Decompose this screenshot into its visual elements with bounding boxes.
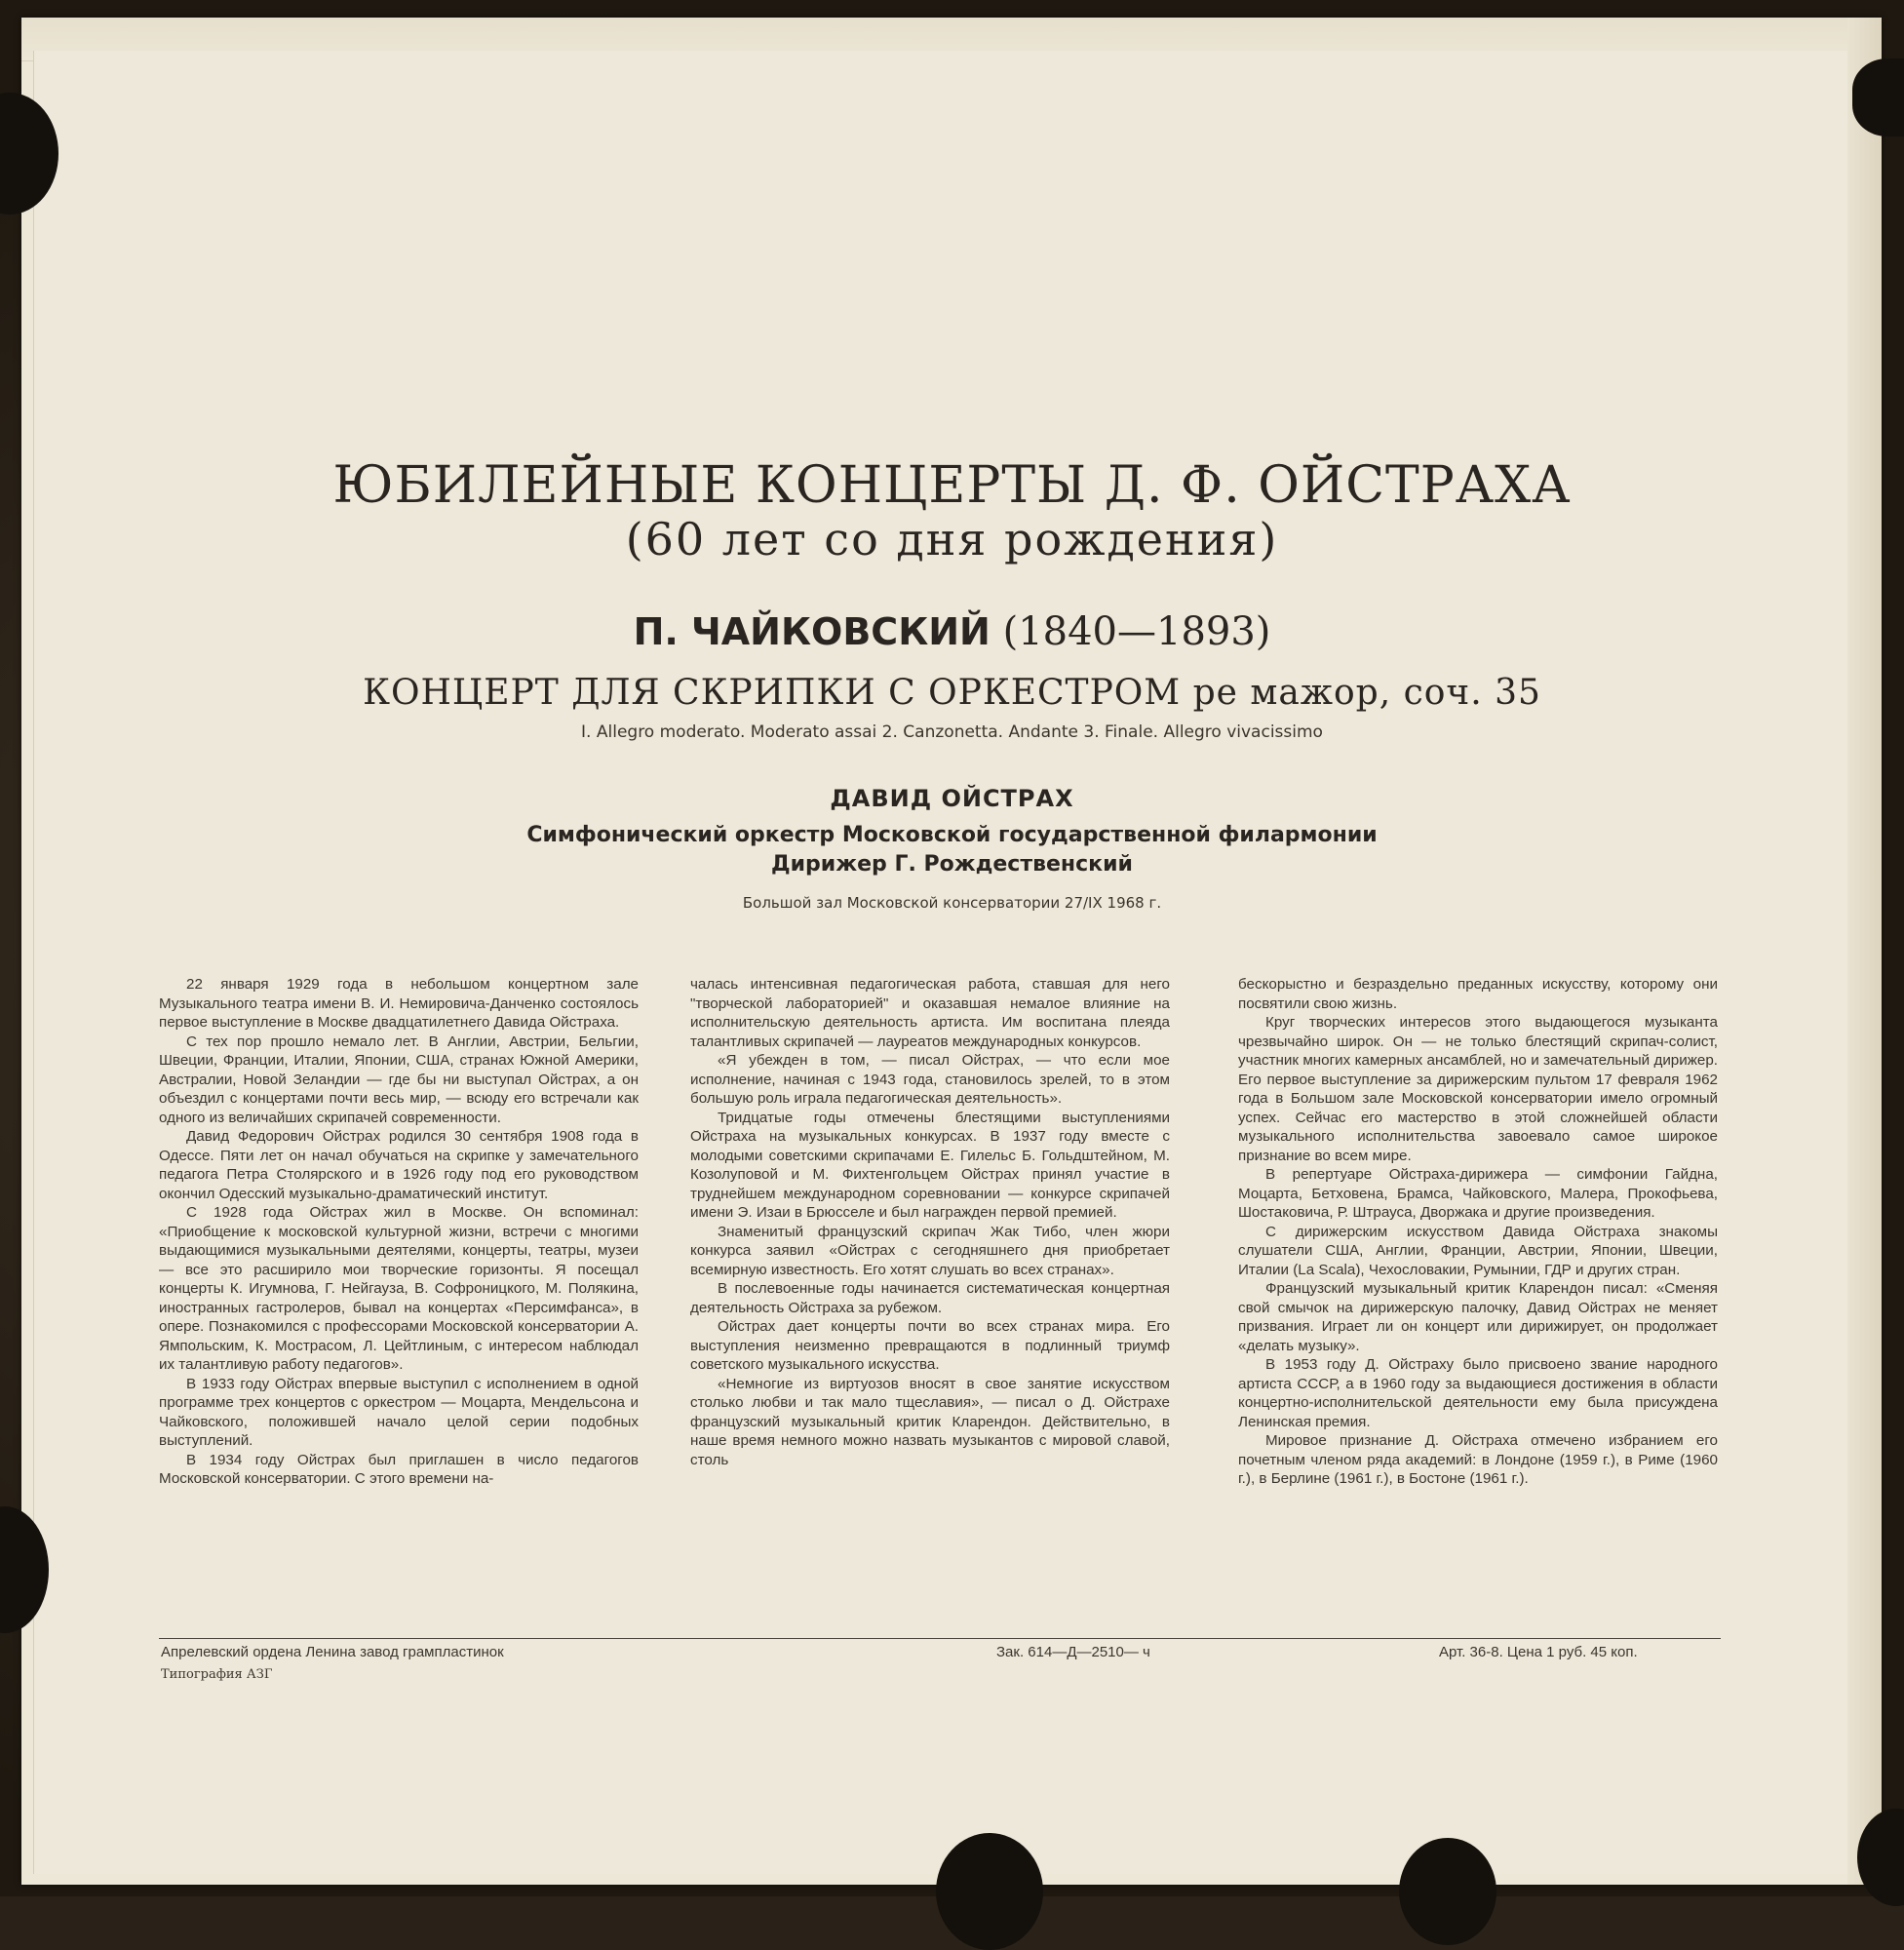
paragraph: 22 января 1929 года в небольшом концертном зале Музыкального театра имени В. И. Немировича-Данченко состоялось первое выступление в Москве двадцатилетнего Давида Ойстраха. [159,976,639,1031]
paragraph: В послевоенные годы начинается систематическая концертная деятельность Ойстраха за рубежом. [690,1280,1170,1316]
paragraph: В 1933 году Ойстрах впервые выступил с исполнением в одной программе трех концертов с оркестром — Моцарта, Мендельсона и Чайковского, положившей начало целой серии подобных выступлений. [159,1375,639,1449]
paragraph: чалась интенсивная педагогическая работа, ставшая для него "творческой лабораторией" и оказавшая немалое влияние на исполнительскую деятельность артиста. Им воспитана плеяда талантливых скрипачей — лауреатов международных конкурсов. [690,976,1170,1050]
footer-divider [159,1638,1721,1639]
footer-price: Арт. 36-8. Цена 1 руб. 45 коп. [1439,1644,1638,1660]
thumb-shadow [1399,1838,1496,1945]
composer-name: П. ЧАЙКОВСКИЙ [633,610,991,653]
paragraph: В 1934 году Ойстрах был приглашен в число педагогов Московской консерватории. С этого времени на- [159,1451,639,1487]
paragraph: В 1953 году Д. Ойстраху было присвоено звание народного артиста СССР, а в 1960 году за выдающиеся достижения в области концертно-исполнительской деятельности ему была присуждена Ленинская премия. [1238,1356,1718,1430]
paragraph: С дирижерским искусством Давида Ойстраха знакомы слушатели США, Англии, Франции, Австрии, Японии, Швеции, Италии (La Scala), Чехословакии, Румынии, ГДР и других стран. [1238,1223,1718,1278]
conductor-name: Дирижер Г. Рождественский [771,852,1133,877]
paragraph: «Немногие из виртуозов вносят в свое занятие искусством столько любви и так мало тщеславия», — писал о Д. Ойстрахе французский музыкальный критик Кларендон. Действительно, в наше время немного можно назвать музыкантов с мировой славой, столь [690,1375,1170,1468]
composer-line [0,609,1904,654]
paragraph: Знаменитый французский скрипач Жак Тибо, член жюри конкурса заявил «Ойстрах с сегодняшнего дня приобретает всемирную известность. Его хотят слушать во всех странах». [690,1223,1170,1278]
footer-plant: Апрелевский ордена Ленина завод грампластинок [161,1644,504,1660]
work-title: КОНЦЕРТ ДЛЯ СКРИПКИ С ОРКЕСТРОМ ре мажор, соч. 35 [363,673,1541,713]
soloist-name: ДАВИД ОЙСТРАХ [830,785,1074,812]
paragraph: «Я убежден в том, — писал Ойстрах, — что если мое исполнение, начиная с 1943 года, становилось зрелей, то в этом большую роль играла педагогическая деятельность». [690,1052,1170,1107]
composer-years: (1840—1893) [1002,609,1271,654]
venue-date: Большой зал Московской консерватории 27/IX 1968 г. [742,894,1162,912]
footer-order: Зак. 614—Д—2510— ч [996,1644,1150,1660]
back-cover-page [33,51,1847,1874]
album-subtitle: (60 лет со дня рождения) [625,513,1279,566]
album-title: ЮБИЛЕЙНЫЕ КОНЦЕРТЫ Д. Ф. ОЙСТРАХА [332,456,1572,515]
paragraph: Тридцатые годы отмечены блестящими выступлениями Ойстраха на музыкальных конкурсах. В 1937 году вместе с молодыми советскими скрипачами Е. Гилельс Б. Гольдштейном, М. Козолуповой и М. Фихтенгольцем Ойстрах принял участие в труднейшем международном соревновании — конкурсе скрипачей имени Э. Изаи в Брюсселе и был награжден первой премией. [690,1109,1170,1221]
liner-notes-column-2 [690,975,1170,1469]
thumb-shadow [1852,58,1904,136]
paragraph: С 1928 года Ойстрах жил в Москве. Он вспоминал: «Приобщение к московской культурной жизни, встречи с многими выдающимися музыкальными деятелями, концерты, театры, музеи — все это расширило мои творческие горизонты. Я посещал концерты К. Игумнова, Г. Нейгауза, В. Софроницкого, М. Полякина, иностранных гастролеров, бывал на концертах «Персимфанса», в опере. Познакомился с профессорами Московской консерватории А. Ямпольским, К. Мострасом, Л. Цейтлиным, с интересом наблюдал их талантливую работу педагогов». [159,1204,639,1373]
footer-print: Типография АЗГ [161,1667,273,1682]
paragraph: Мировое признание Д. Ойстраха отмечено избранием его почетным членом ряда академий: в Лондоне (1959 г.), в Риме (1960 г.), в Берлине (1961 г.), в Бостоне (1961 г.). [1238,1432,1718,1487]
liner-notes-column-3 [1238,975,1718,1489]
paragraph: Французский музыкальный критик Кларендон писал: «Сменяя свой смычок на дирижерскую палочку, Давид Ойстрах не меняет призвания. Играет ли он концерт или дирижирует, он продолжает «делать музыку». [1238,1280,1718,1354]
paragraph: бескорыстно и безраздельно преданных искусству, которому они посвятили свою жизнь. [1238,976,1718,1012]
paragraph: С тех пор прошло немало лет. В Англии, Австрии, Бельгии, Швеции, Франции, Италии, Японии, США, странах Южной Америки, Австралии, Новой Зеландии — где бы ни выступал Ойстрах, а он объездил с концертами почти весь мир, — всюду его встречали как одного из величайших скрипачей современности. [159,1033,639,1126]
paragraph: Давид Федорович Ойстрах родился 30 сентября 1908 года в Одессе. Пяти лет он начал обучаться на скрипке у замечательного педагога Петра Столярского и в 1926 году под его руководством окончил Одесский музыкально-драматический институт. [159,1128,639,1202]
movements-list: I. Allegro moderato. Moderato assai 2. Canzonetta. Andante 3. Finale. Allegro vivacissimo [581,722,1323,742]
sleeve-right-edge [1847,18,1882,1885]
liner-notes-column-1 [159,975,639,1489]
thumb-shadow [936,1833,1043,1950]
orchestra-name: Симфонический оркестр Московской государственной филармонии [526,823,1378,847]
paragraph: Ойстрах дает концерты почти во всех странах мира. Его выступления неизменно превращаются в подлинный триумф советского музыкального искусства. [690,1318,1170,1373]
paragraph: Круг творческих интересов этого выдающегося музыканта чрезвычайно широк. Он — не только блестящий скрипач-солист, участник многих камерных ансамблей, но и замечательный дирижер. Его первое выступление за дирижерским пультом 17 февраля 1962 года в Большом зале Московской консерватории имело огромный успех. Сейчас его мастерство в этой сложнейшей области музыкального исполнительства завоевало самое широкое признание во всем мире. [1238,1014,1718,1164]
paragraph: В репертуаре Ойстраха-дирижера — симфонии Гайдна, Моцарта, Бетховена, Брамса, Чайковского, Малера, Прокофьева, Шостаковича, Р. Штрауса, Дворжака и другие произведения. [1238,1166,1718,1221]
